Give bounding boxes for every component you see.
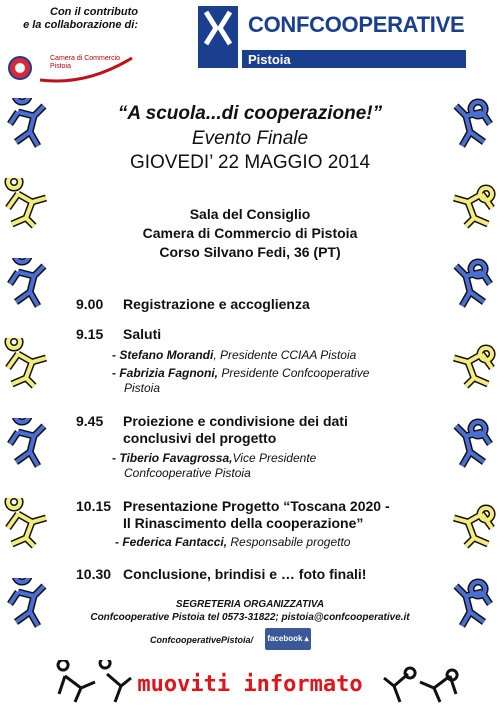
dancing-figure-icon	[4, 258, 50, 310]
bottom-left-figures-icon	[55, 660, 135, 704]
contribution-line-2: e la collaborazione di:	[23, 19, 138, 31]
dancing-figure-icon	[450, 578, 496, 630]
event-subtitle: Evento Finale	[191, 128, 309, 149]
speaker-line	[112, 348, 442, 363]
speaker-line	[112, 451, 442, 466]
organizer-branch: Pistoia	[248, 52, 291, 67]
venue-building: Camera di Commercio di Pistoia	[142, 225, 358, 241]
dancing-figure-icon	[4, 98, 50, 150]
facebook-page-name: ConfcooperativePistoia/	[150, 635, 254, 645]
organizer-name: CONFCOOPERATIVE	[248, 12, 465, 37]
programme-title-continued: Il Rinascimento della cooperazione”	[123, 515, 364, 531]
programme-title: Proiezione e condivisione dei dati	[123, 413, 348, 429]
speaker-role: , Presidente CCIAA Pistoia	[213, 348, 357, 362]
secretariat-contact: Confcooperative Pistoia tel 0573-31822; pistoia@confcooperative.it	[90, 612, 410, 623]
programme-time: 10.15	[76, 498, 112, 514]
programme-title-continued: conclusivi del progetto	[123, 430, 277, 446]
programme-time: 9.45	[76, 413, 104, 429]
programme-time: 10.30	[76, 566, 112, 582]
facebook-button-label: facebook	[267, 634, 303, 643]
speaker-name: - Tiberio Favagrossa,	[112, 451, 233, 465]
speaker-role: Responsabile progetto	[227, 535, 351, 549]
footer-slogan: muoviti informato	[137, 672, 363, 697]
programme-item	[76, 413, 446, 449]
dancing-figure-icon	[4, 578, 50, 630]
dancing-figure-icon	[4, 178, 50, 230]
chamber-city: Pistoia	[50, 63, 72, 70]
chamber-name: Camera di Commercio	[50, 55, 121, 62]
dancing-figure-icon	[450, 258, 496, 310]
programme-item	[76, 498, 446, 534]
contribution-line-1: Con il contributo	[50, 6, 138, 18]
programme-title: Saluti	[123, 326, 162, 342]
programme-time: 9.15	[76, 326, 104, 342]
dancing-figure-icon	[450, 178, 496, 230]
programme-title: Presentazione Progetto “Toscana 2020 -	[123, 498, 390, 514]
programme-title: Registrazione e accoglienza	[123, 296, 310, 312]
dancing-figure-icon	[450, 498, 496, 550]
thumbs-up-icon: ▴	[304, 634, 309, 643]
chamber-logo-text	[50, 55, 120, 71]
event-title: “A scuola...di cooperazione!”	[117, 103, 383, 124]
bottom-right-figures-icon	[380, 660, 460, 704]
dancing-figure-icon	[450, 98, 496, 150]
dancing-figure-icon	[450, 338, 496, 390]
speaker-line	[112, 366, 442, 381]
speaker-role-continued: Confcooperative Pistoia	[124, 466, 251, 480]
speaker-role: Presidente Confcooperative	[218, 366, 370, 380]
dancing-figure-icon	[4, 498, 50, 550]
venue-room: Sala del Consiglio	[189, 206, 311, 222]
programme-time: 9.00	[76, 296, 104, 312]
programme-title: Conclusione, brindisi e … foto finali!	[123, 566, 367, 582]
dancing-figure-icon	[4, 418, 50, 470]
speaker-name: - Stefano Morandi	[112, 348, 214, 362]
speaker-role-continued: Pistoia	[124, 381, 161, 395]
dancing-figure-icon	[450, 418, 496, 470]
secretariat-heading: SEGRETERIA ORGANIZZATIVA	[175, 599, 325, 610]
speaker-line	[115, 535, 445, 550]
dancing-figure-icon	[4, 338, 50, 390]
speaker-role: Vice Presidente	[232, 451, 317, 465]
speaker-name: - Federica Fantacci,	[115, 535, 228, 549]
speaker-name: - Fabrizia Fagnoni,	[112, 366, 219, 380]
contribution-label	[8, 6, 138, 32]
venue-address: Corso Silvano Fedi, 36 (PT)	[159, 244, 341, 260]
event-date: GIOVEDI’ 22 MAGGIO 2014	[129, 152, 371, 173]
facebook-like-button[interactable]	[265, 628, 311, 650]
